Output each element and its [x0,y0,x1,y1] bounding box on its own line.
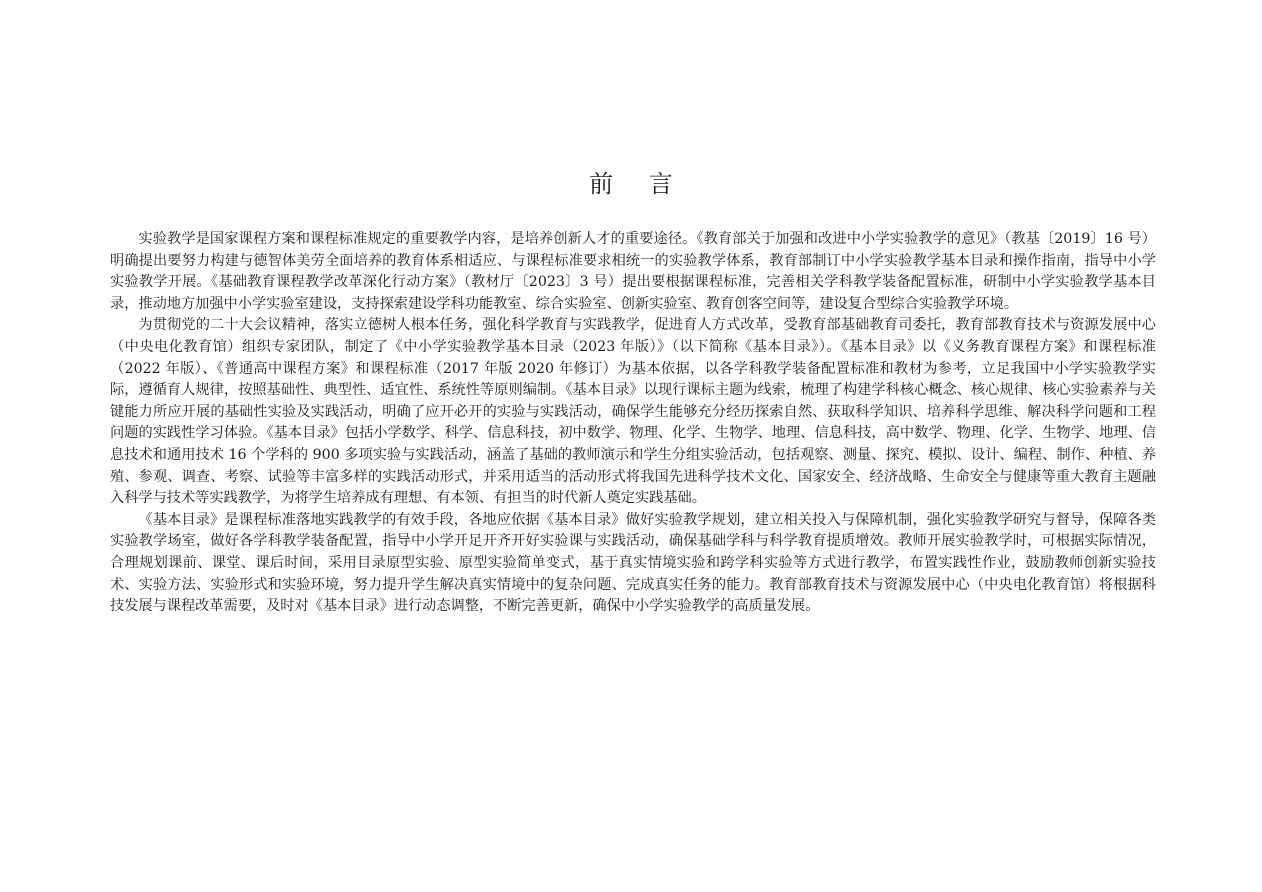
paragraph-1: 实验教学是国家课程方案和课程标准规定的重要教学内容，是培养创新人才的重要途径。《教育部关于加强和改进中小学实验教学的意见》（教基〔2019〕16 号）明确提出要努力构建与德智体美劳全面培养的教育体系相适应、与课程标准要求相统一的实验教学体系，教育部制订中小学实验教学基本目录和操作指南，指导中小学实验教学开展。《基础教育课程教学改革深化行动方案》（教材厅〔2023〕3 号）提出要根据课程标准，完善相关学科教学装备配置标准，研制中小学实验教学基本目录，推动地方加强中小学实验室建设，支持探索建设学科功能教室、综合实验室、创新实验室、教育创客空间等，建设复合型综合实验教学环境。 [110,231,1156,312]
page-title: 前 言 [589,170,687,198]
document-body [110,229,1156,618]
paragraph-3: 《基本目录》是课程标准落地实践教学的有效手段，各地应依据《基本目录》做好实验教学规划，建立相关投入与保障机制，强化实验教学研究与督导，保障各类实验教学场室，做好各学科教学装备配置，指导中小学开足开齐开好实验课与实践活动，确保基础学科与科学教育提质增效。教师开展实验教学时，可根据实际情况，合理规划课前、课堂、课后时间，采用目录原型实验、原型实验简单变式，基于真实情境实验和跨学科实验等方式进行教学，布置实践性作业，鼓励教师创新实验技术、实验方法、实验形式和实验环境，努力提升学生解决真实情境中的复杂问题、完成真实任务的能力。教育部教育技术与资源发展中心（中央电化教育馆）将根据科技发展与课程改革需要，及时对《基本目录》进行动态调整，不断完善更新，确保中小学实验教学的高质量发展。 [110,511,1156,615]
paragraph-2: 为贯彻党的二十大会议精神，落实立德树人根本任务，强化科学教育与实践教学，促进育人方式改革，受教育部基础教育司委托，教育部教育技术与资源发展中心（中央电化教育馆）组织专家团队，制定了《中小学实验教学基本目录（2023 年版）》（以下简称《基本目录》）。《基本目录》以《义务教育课程方案》和课程标准（2022 年版）、《普通高中课程方案》和课程标准（2017 年版 2020 年修订）为基本依据，以各学科教学装备配置标准和教材为参考，立足我国中小学实验教学实际，遵循育人规律，按照基础性、典型性、适宜性、系统性等原则编制。《基本目录》以现行课标主题为线索，梳理了构建学科核心概念、核心规律、核心实验素养与关键能力所应开展的基础性实验及实践活动，明确了应开必开的实验与实践活动，确保学生能够充分经历探索自然、获取科学知识、培养科学思维、解决科学问题和工程问题的实践性学习体验。《基本目录》包括小学数学、科学、信息科技，初中数学、物理、化学、生物学、地理、信息科技，高中数学、物理、化学、生物学、地理、信息技术和通用技术 16 个学科的 900 多项实验与实践活动，涵盖了基础的教师演示和学生分组实验活动，包括观察、测量、探究、模拟、设计、编程、制作、种植、养殖、参观、调查、考察、试验等丰富多样的实践活动形式，并采用适当的活动形式将我国先进科学技术文化、国家安全、经济战略、生命安全与健康等重大教育主题融入科学与技术等实践教学，为将学生培养成有理想、有本领、有担当的时代新人奠定实践基础。 [110,317,1156,507]
